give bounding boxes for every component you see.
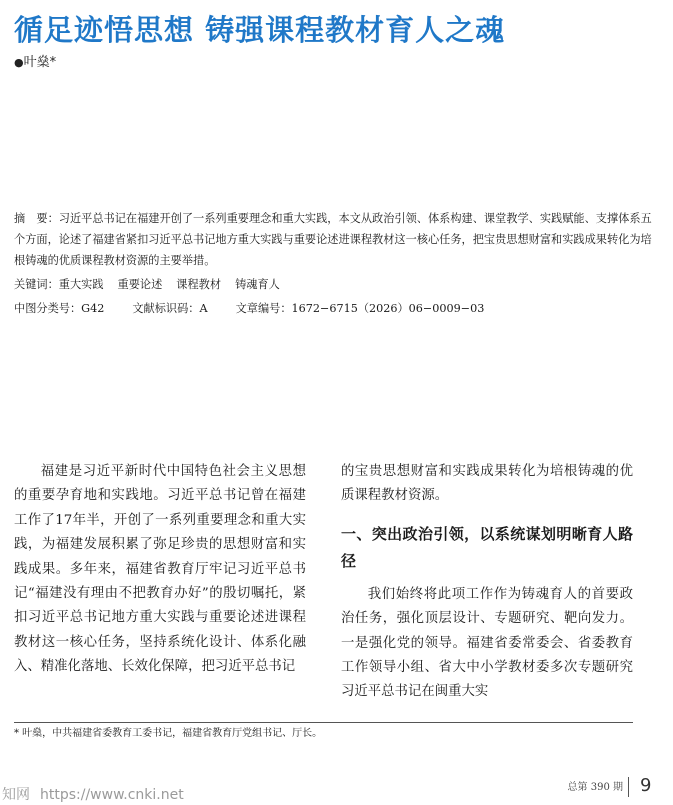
keyword-item: 铸魂育人 [235,278,280,291]
section-heading: 一、突出政治引领，以系统谋划明晰育人路径 [341,524,633,570]
cnki-watermark [2,785,184,805]
page-number-divider [628,777,629,797]
body-paragraph-continuation: 的宝贵思想财富和实践成果转化为培根铸魂的优质课程教材资源。 [341,464,633,504]
author-bullet: ● [14,56,24,69]
footnote-divider [14,722,633,723]
abstract-label: 摘 要： [14,212,59,225]
keyword-item: 重要论述 [117,278,163,291]
article-number-label: 文章编号： [235,302,292,315]
keywords-label: 关键词： [14,278,59,291]
issue-label: 总第 390 期 [567,782,623,793]
abstract [14,208,654,271]
doc-code-label: 文献标识码： [132,302,200,315]
body-column-left [14,460,306,680]
body-paragraph: 福建是习近平新时代中国特色社会主义思想的重要孕育地和实践地。习近平总书记曾在福建工作了17年半，开创了一系列重要理念和重大实践，为福建发展积累了弥足珍贵的思想财富和实践成果。多年来，福建省教育厅牢记习近平总书记“福建没有理由不把教育办好”的殷切嘱托，紧扣习近平总书记地方重大实践与重要论述进课程教材这一核心任务，坚持系统化设计、体系化融入、精准化落地、长效化保障，把习近平总书记 [14,464,306,675]
body-paragraph: 我们始终将此项工作作为铸魂育人的首要政治任务，强化顶层设计、专题研究、靶向发力。一是强化党的领导。福建省委常委会、省委教育工作领导小组、省大中小学教材委多次专题研究习近平总书记在闽重大实 [341,586,633,700]
article-title: 循足迹悟思想 铸强课程教材育人之魂 [14,13,506,47]
watermark-url: https://www.cnki.net [40,787,184,803]
author-name: 叶燊* [23,55,57,70]
article-number-value: 1672−6715（2026）06−0009−03 [291,302,485,315]
clc-value: G42 [81,302,105,315]
page-number: 9 [640,775,652,796]
doc-code-value: A [199,302,208,315]
author-line [14,54,56,72]
keyword-item: 重大实践 [58,278,104,291]
keywords-line [14,276,654,294]
abstract-text: 习近平总书记在福建开创了一系列重要理念和重大实践，本文从政治引领、体系构建、课堂教学、实践赋能、支撑体系五个方面，论述了福建省紧扣习近平总书记地方重大实践与重要论述进课程教材这一核心任务，把宝贵思想财富和实践成果转化为培根铸魂的优质课程教材资源的主要举措。 [14,212,652,267]
clc-label: 中图分类号： [14,302,82,315]
keyword-item: 课程教材 [176,278,222,291]
body-column-right [341,460,633,705]
classification-line [14,300,654,318]
watermark-brand: 知网 [2,787,30,803]
author-footnote: * 叶燊，中共福建省委教育工委书记，福建省教育厅党组书记、厅长。 [14,728,323,739]
